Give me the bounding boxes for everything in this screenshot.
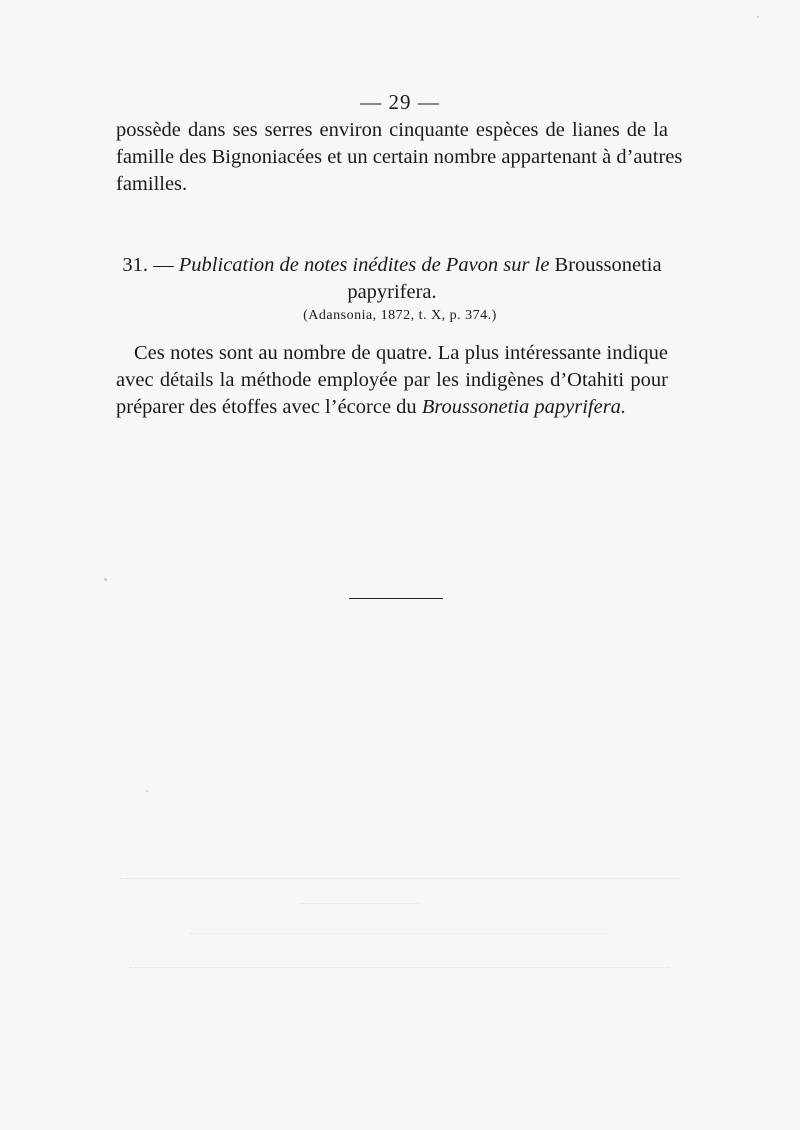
bleed-through-line <box>130 967 670 974</box>
citation: (Adansonia, 1872, t. X, p. 374.) <box>303 308 497 323</box>
text-line: possède dans ses serres environ cinquante espèces de lianes de la <box>116 119 668 141</box>
text-line <box>116 394 668 421</box>
bleed-through-line <box>300 903 420 910</box>
entry-body-paragraph <box>116 340 668 421</box>
text-line: famille des Bignoniacées et un certain nombre appartenant à d’autres <box>116 146 683 168</box>
entry-title-italic: Publication de notes inédites de Pavon sur le <box>178 254 550 276</box>
paper-speck <box>757 16 759 18</box>
species-name: Broussonetia papyrifera. <box>421 396 627 418</box>
entry-title-genus: Broussonetia <box>554 254 662 276</box>
bleed-through-line <box>190 933 610 940</box>
text-line: Ces notes sont au nombre de quatre. La plus intéressante indique <box>134 342 668 364</box>
entry-number: 31. — <box>122 254 174 276</box>
bleed-through-line <box>120 878 680 885</box>
entry-title-species: papyrifera. <box>347 281 437 303</box>
entry-heading <box>116 252 668 306</box>
paper-speck <box>146 790 148 792</box>
continuation-paragraph <box>116 117 683 198</box>
paper-speck <box>104 578 107 581</box>
text-line: avec détails la méthode employée par les indigènes d’Otahiti pour <box>116 369 668 391</box>
text-line: familles. <box>116 173 188 195</box>
end-rule <box>349 598 443 599</box>
page-number: — 29 — <box>360 90 440 114</box>
text-segment: préparer des étoffes avec l’écorce du <box>116 396 417 418</box>
